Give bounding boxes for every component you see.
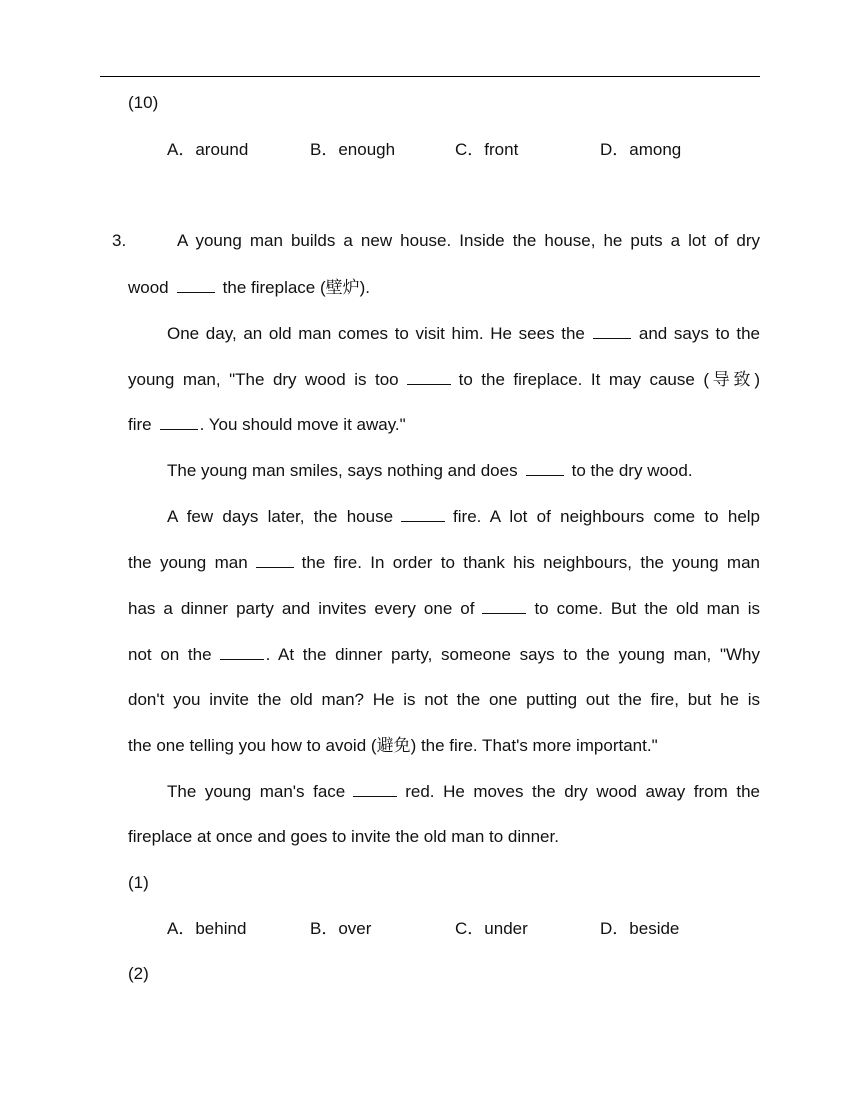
option-letter: A． (167, 919, 196, 938)
passage-line: not on the . At the dinner party, someone says to the young man, "Why (128, 645, 760, 664)
option-letter: D． (600, 919, 630, 938)
option-a[interactable] (167, 918, 246, 940)
passage-line: fireplace at once and goes to invite the old man to dinner. (128, 827, 559, 846)
passage-line: young man, "The dry wood is too to the fireplace. It may cause (导致) (128, 370, 761, 390)
header-rule (100, 76, 760, 77)
passage-line: A young man builds a new house. Inside the house, he puts a lot of dry (177, 231, 760, 250)
option-c[interactable] (455, 139, 518, 161)
passage-line: fire . You should move it away." (128, 415, 406, 434)
passage-line: One day, an old man comes to visit him. He sees the and says to the (167, 324, 760, 343)
sub-question-label: (10) (128, 93, 159, 112)
answer-blank[interactable] (353, 780, 397, 797)
option-text: enough (338, 140, 396, 159)
option-letter: B． (310, 919, 339, 938)
passage-line: A few days later, the house fire. A lot of neighbours come to help (167, 507, 761, 526)
answer-blank[interactable] (593, 322, 631, 339)
option-letter: D． (600, 140, 630, 159)
answer-blank[interactable] (482, 597, 526, 614)
option-letter: A． (167, 140, 196, 159)
answer-blank[interactable] (160, 413, 198, 430)
answer-blank[interactable] (256, 551, 294, 568)
option-a[interactable] (167, 139, 248, 161)
option-b[interactable] (310, 918, 371, 940)
option-letter: C． (455, 919, 485, 938)
option-text: beside (629, 919, 680, 938)
passage-line: wood the fireplace (壁炉). (128, 278, 371, 298)
option-text: among (629, 140, 682, 159)
answer-blank[interactable] (526, 459, 564, 476)
option-text: behind (195, 919, 247, 938)
option-c[interactable] (455, 918, 528, 940)
option-text: around (195, 140, 249, 159)
option-d[interactable] (600, 139, 681, 161)
answer-blank[interactable] (220, 643, 264, 660)
answer-blank[interactable] (177, 276, 215, 293)
passage-line: don't you invite the old man? He is not the one putting out the fire, but he is (128, 690, 760, 709)
passage-line: has a dinner party and invites every one of to come. But the old man is (128, 599, 760, 618)
passage-line: The young man smiles, says nothing and does to the dry wood. (167, 461, 693, 480)
sub-question-label: (1) (128, 873, 149, 892)
option-text: over (338, 919, 372, 938)
option-b[interactable] (310, 139, 395, 161)
option-d[interactable] (600, 918, 679, 940)
answer-blank[interactable] (407, 368, 451, 385)
option-text: front (484, 140, 519, 159)
option-letter: B． (310, 140, 339, 159)
passage-line: the young man the fire. In order to thank his neighbours, the young man (128, 553, 760, 572)
option-text: under (484, 919, 528, 938)
passage-line: The young man's face red. He moves the dry wood away from the (167, 782, 760, 801)
sub-question-label: (2) (128, 964, 149, 983)
passage-line: the one telling you how to avoid (避免) the fire. That's more important." (128, 736, 658, 756)
option-letter: C． (455, 140, 485, 159)
question-number: 3. (112, 231, 127, 250)
answer-blank[interactable] (401, 505, 445, 522)
